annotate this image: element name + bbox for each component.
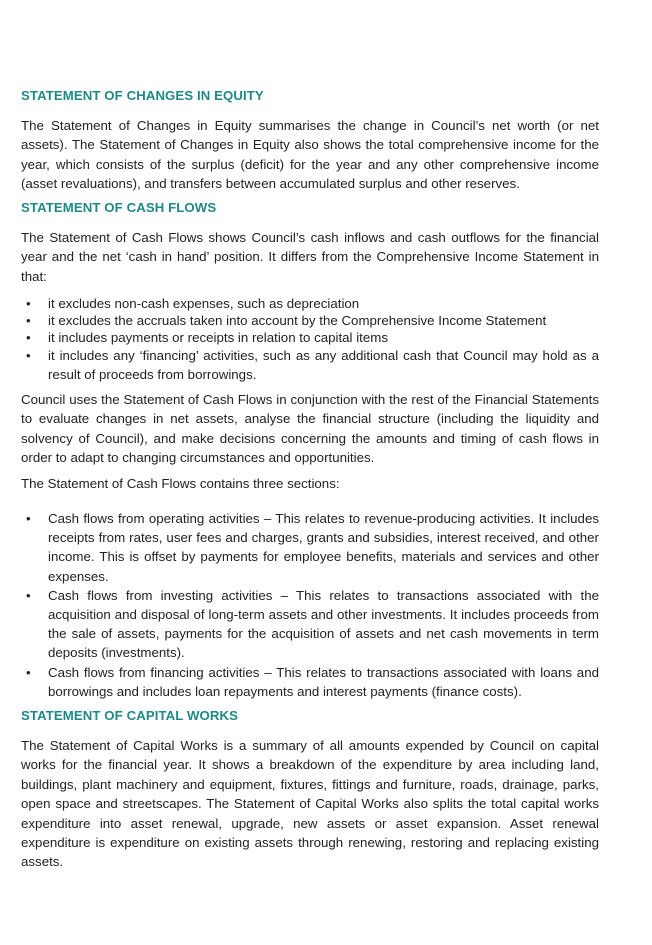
bullet-icon: • <box>26 330 31 345</box>
list-item <box>21 346 599 384</box>
list-item <box>21 586 599 663</box>
list-item-text: it excludes the accruals taken into account by the Comprehensive Income Statement <box>48 313 547 328</box>
paragraph-cash-flows-usage: Council uses the Statement of Cash Flows in conjunction with the rest of the Financial Statements to evaluate changes in net assets, analyse the financial structure (including the liquidity and solvency of Council), and make decisions concerning the amounts and timing of cash flows in order to adapt to changing circumstances and opportunities. <box>21 392 599 466</box>
list-item <box>21 663 599 701</box>
list-cash-flow-sections <box>21 509 599 701</box>
paragraph-capital-works: The Statement of Capital Works is a summary of all amounts expended by Council on capital works for the financial year. It shows a breakdown of the expenditure by area including land, buildings, plant machinery and equipment, fixtures, fittings and furniture, roads, drainage, parks, open space and streetscapes. The Statement of Capital Works also splits the total capital works expenditure into asset renewal, upgrade, new assets or asset expansion. Asset renewal expenditure is expenditure on existing assets through renewing, restoring and replacing existing assets. <box>21 738 599 870</box>
heading-cash-flows: STATEMENT OF CASH FLOWS <box>21 200 217 215</box>
list-cash-flow-differences <box>21 295 599 384</box>
list-item-text: it includes payments or receipts in relation to capital items <box>48 330 388 345</box>
bullet-icon: • <box>26 511 31 526</box>
list-item-text: Cash flows from operating activities – This relates to revenue-producing activities. It includes receipts from rates, user fees and charges, grants and subsidies, interest received, and other income. This is offset by payments for employee benefits, materials and services and other expenses. <box>48 511 599 584</box>
paragraph-cash-flows-intro: The Statement of Cash Flows shows Council’s cash inflows and cash outflows for the financial year and the net ‘cash in hand’ position. It differs from the Comprehensive Income Statement in that: <box>21 230 599 284</box>
list-item-text: it excludes non-cash expenses, such as depreciation <box>48 296 360 311</box>
list-item <box>21 509 599 586</box>
list-item <box>21 295 599 312</box>
heading-capital-works: STATEMENT OF CAPITAL WORKS <box>21 708 239 723</box>
paragraph-cash-flows-sections-intro: The Statement of Cash Flows contains three sections: <box>21 476 340 491</box>
paragraph-changes-in-equity: The Statement of Changes in Equity summarises the change in Council’s net worth (or net assets). The Statement of Changes in Equity also shows the total comprehensive income for the year, which consists of the surplus (deficit) for the year and any other comprehensive income (asset revaluations), and transfers between accumulated surplus and other reserves. <box>21 118 599 192</box>
list-item <box>21 312 599 329</box>
list-item-text: it includes any ‘financing’ activities, such as any additional cash that Council may hold as a result of proceeds from borrowings. <box>48 348 599 383</box>
bullet-icon: • <box>26 313 31 328</box>
heading-changes-in-equity: STATEMENT OF CHANGES IN EQUITY <box>21 88 264 103</box>
bullet-icon: • <box>26 348 31 363</box>
list-item-text: Cash flows from investing activities – This relates to transactions associated with the acquisition and disposal of long-term assets and other investments. It includes proceeds from the sale of assets, payments for the acquisition of assets and net cash movements in term deposits (investments). <box>48 587 599 661</box>
list-item-text: Cash flows from financing activities – This relates to transactions associated with loans and borrowings and includes loan repayments and interest payments (finance costs). <box>48 664 599 699</box>
bullet-icon: • <box>26 664 31 680</box>
bullet-icon: • <box>26 296 31 311</box>
bullet-icon: • <box>26 587 31 603</box>
list-item <box>21 329 599 346</box>
